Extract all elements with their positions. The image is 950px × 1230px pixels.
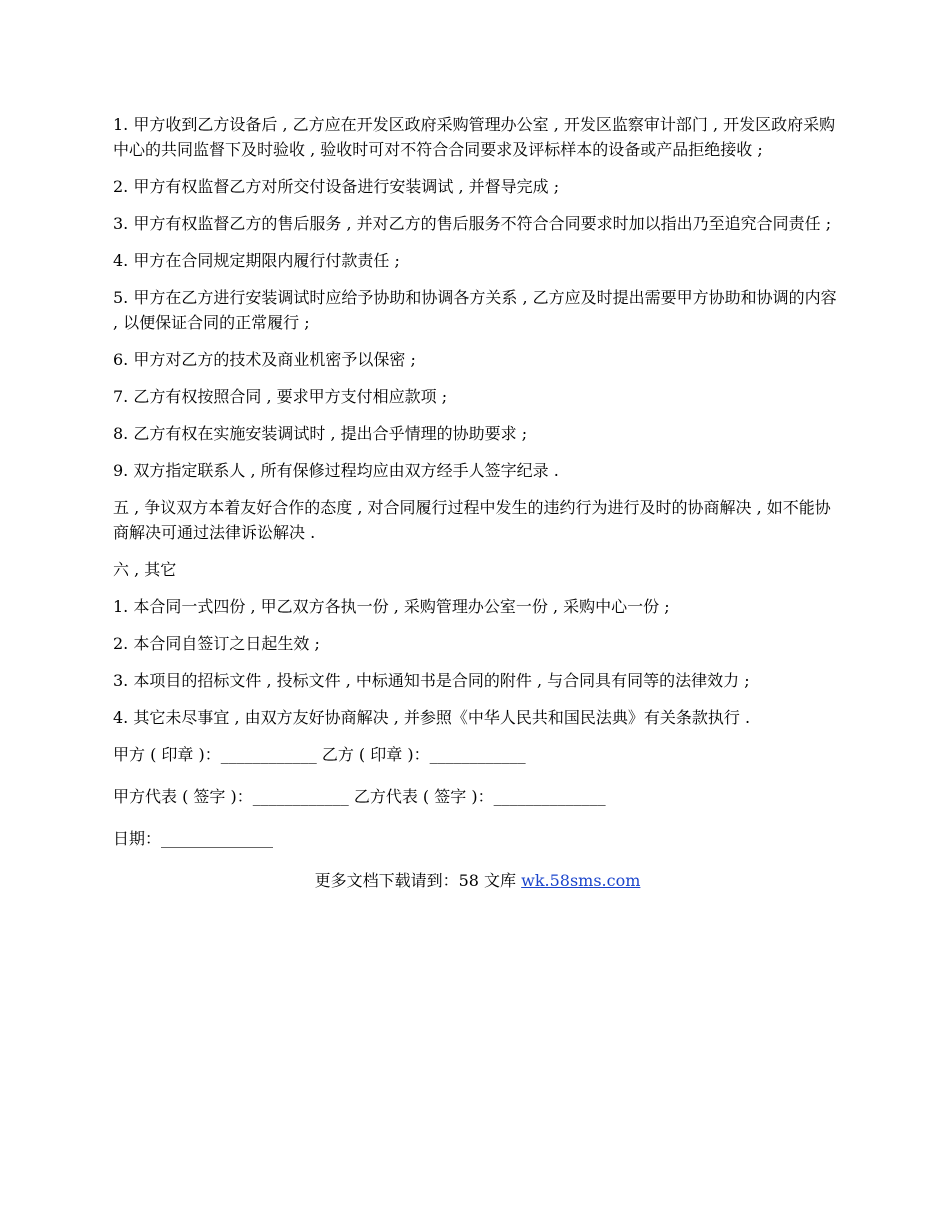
download-footer xyxy=(113,868,842,893)
footer-prefix: 更多文档下载请到：58 文库 xyxy=(314,871,522,890)
other-clause-3: 3. 本项目的招标文件 , 投标文件 , 中标通知书是合同的附件 , 与合同具有同等的法律效力 ; xyxy=(113,671,750,690)
other-clause-2: 2. 本合同自签订之日起生效 ; xyxy=(113,634,320,653)
representative-signature-line: 甲方代表 ( 签字 )：____________ 乙方代表 ( 签字 )：______________ xyxy=(113,787,606,806)
clause-8: 8. 乙方有权在实施安装调试时 , 提出合乎情理的协助要求 ; xyxy=(113,424,528,443)
clause-9: 9. 双方指定联系人 , 所有保修过程均应由双方经手人签字纪录 . xyxy=(113,461,559,480)
footer-link[interactable]: wk.58sms.com xyxy=(521,871,641,890)
clause-3: 3. 甲方有权监督乙方的售后服务 , 并对乙方的售后服务不符合合同要求时加以指出乃至追究合同责任 ; xyxy=(113,214,832,233)
clause-2: 2. 甲方有权监督乙方对所交付设备进行安装调试 , 并督导完成 ; xyxy=(113,177,560,196)
section-other-heading: 六 , 其它 xyxy=(113,560,177,579)
clause-1: 1. 甲方收到乙方设备后 , 乙方应在开发区政府采购管理办公室 , 开发区监察审计部门 , 开发区政府采购中心的共同监督下及时验收 , 验收时可对不符合合同要求及评标样本的设备或产品拒绝接收 ; xyxy=(113,115,836,159)
date-line: 日期：______________ xyxy=(113,829,274,848)
other-clause-1: 1. 本合同一式四份 , 甲乙双方各执一份 , 采购管理办公室一份 , 采购中心一份 ; xyxy=(113,597,670,616)
clause-6: 6. 甲方对乙方的技术及商业机密予以保密 ; xyxy=(113,350,416,369)
section-dispute: 五 , 争议双方本着友好合作的态度 , 对合同履行过程中发生的违约行为进行及时的协商解决 , 如不能协商解决可通过法律诉讼解决 . xyxy=(113,498,831,542)
other-clause-4: 4. 其它未尽事宜 , 由双方友好协商解决 , 并参照《中华人民共和国民法典》有关条款执行 . xyxy=(113,708,751,727)
clause-7: 7. 乙方有权按照合同 , 要求甲方支付相应款项 ; xyxy=(113,387,448,406)
clause-5: 5. 甲方在乙方进行安装调试时应给予协助和协调各方关系 , 乙方应及时提出需要甲方协助和协调的内容 , 以便保证合同的正常履行 ; xyxy=(113,288,837,332)
seal-signature-line: 甲方 ( 印章 )：____________ 乙方 ( 印章 )：____________ xyxy=(113,745,526,764)
clause-4: 4. 甲方在合同规定期限内履行付款责任 ; xyxy=(113,251,400,270)
